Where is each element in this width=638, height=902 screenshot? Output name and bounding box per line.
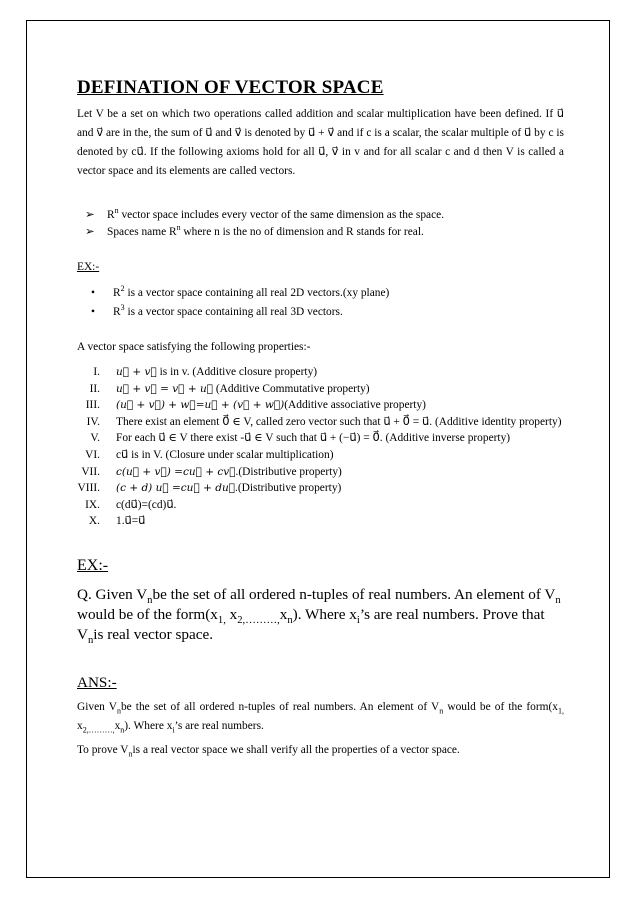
arrow-bullet-icon: ➢ <box>85 226 95 238</box>
property-item: VIII. (c + d) u⃗ =cu⃗ + du⃗.(Distributive property) <box>77 482 342 495</box>
property-item: I. u⃗ + v⃗ is in v. (Additive closure property) <box>93 366 318 378</box>
bullet-dot-icon: • <box>91 287 95 299</box>
properties-list <box>77 364 564 530</box>
page-title: DEFINATION OF VECTOR SPACE <box>77 77 384 98</box>
document-body <box>77 76 564 759</box>
property-item: VII. c(u⃗ + v⃗) =cu⃗ + cv⃗.(Distributive property) <box>81 465 342 478</box>
properties-intro: A vector space satisfying the following properties:- <box>77 341 311 353</box>
property-item: VI. cu⃗ is in V. (Closure under scalar multiplication) <box>85 448 334 461</box>
list-item: • $R^2$ is a vector space containing all real 2D vectors.(xy plane) <box>91 284 564 303</box>
question-paragraph: Q. Given $V_nbe$ the set of all ordered n-tuples of real numbers. An element of $V_n$ would be of the $form(x_{1,}$ $x_{2,\dots\dots\dots,}x_n$). Where $x_i’s$ are real numbers. Prove that $V_nis$ real vector space. <box>77 585 561 646</box>
property-item: X. 1.u⃗=u⃗ <box>88 515 146 528</box>
answer-paragraph: Given $V_nbe$ the set of all ordered n-tuples of real numbers. An element of $V_n$ would be of the $form(x_{1,}$ $x_{2,\dots\dots\dots,}x_n$). Where $x_i’s$ are real numbers. <box>77 700 564 735</box>
property-item: II. u⃗ + v⃗ = v⃗ + u⃗ (Additive Commutative property) <box>89 382 370 395</box>
property-item: IX. c(du⃗)=(cd)u⃗. <box>85 498 177 511</box>
property-item: III. (u⃗ + v⃗) + w⃗=u⃗ + (v⃗ + w⃗)(Additive associative property) <box>85 399 426 412</box>
answer-proof-intro: To prove $V_nis$ a real vector space we shall verify all the properties of a vector space. <box>77 743 460 759</box>
example-heading: EX:- <box>77 556 109 574</box>
example-label: EX:- <box>77 261 100 273</box>
arrow-bullet-list <box>77 207 564 241</box>
dot-bullet-list <box>77 284 564 322</box>
arrow-bullet-icon: ➢ <box>85 209 95 221</box>
definition-paragraph: Let V be a set on which two operations called addition and scalar multiplication have been defined. If u⃗ and v⃗ are in the, the sum of u⃗ and v⃗ is denoted by u⃗ + v⃗ and if c is a scalar, the scalar multiple of u⃗ by c is denoted by cu⃗. If the following axioms hold for all u⃗, v⃗ in v and for all scalar c and d then V is called a vector space and its elements are called vectors. <box>77 108 564 177</box>
answer-heading: ANS:- <box>77 673 117 691</box>
list-item: ➢ $R^n$ vector space includes every vector of the same dimension as the space. <box>85 207 564 224</box>
bullet-dot-icon: • <box>91 306 95 318</box>
list-item: • $R^3$ is a vector space containing all real 3D vectors. <box>91 303 564 322</box>
list-item: ➢ Spaces name $R^n$ where n is the no of dimension and R stands for real. <box>85 224 564 241</box>
property-item: V. For each u⃗ ∈ V there exist -u⃗ ∈ V such that u⃗ + (−u⃗) = 0⃗. (Additive inverse property) <box>90 432 511 445</box>
property-item: IV. There exist an element 0⃗ ∈ V, called zero vector such that u⃗ + 0⃗ = u⃗. (Additive identity property) <box>86 415 562 428</box>
